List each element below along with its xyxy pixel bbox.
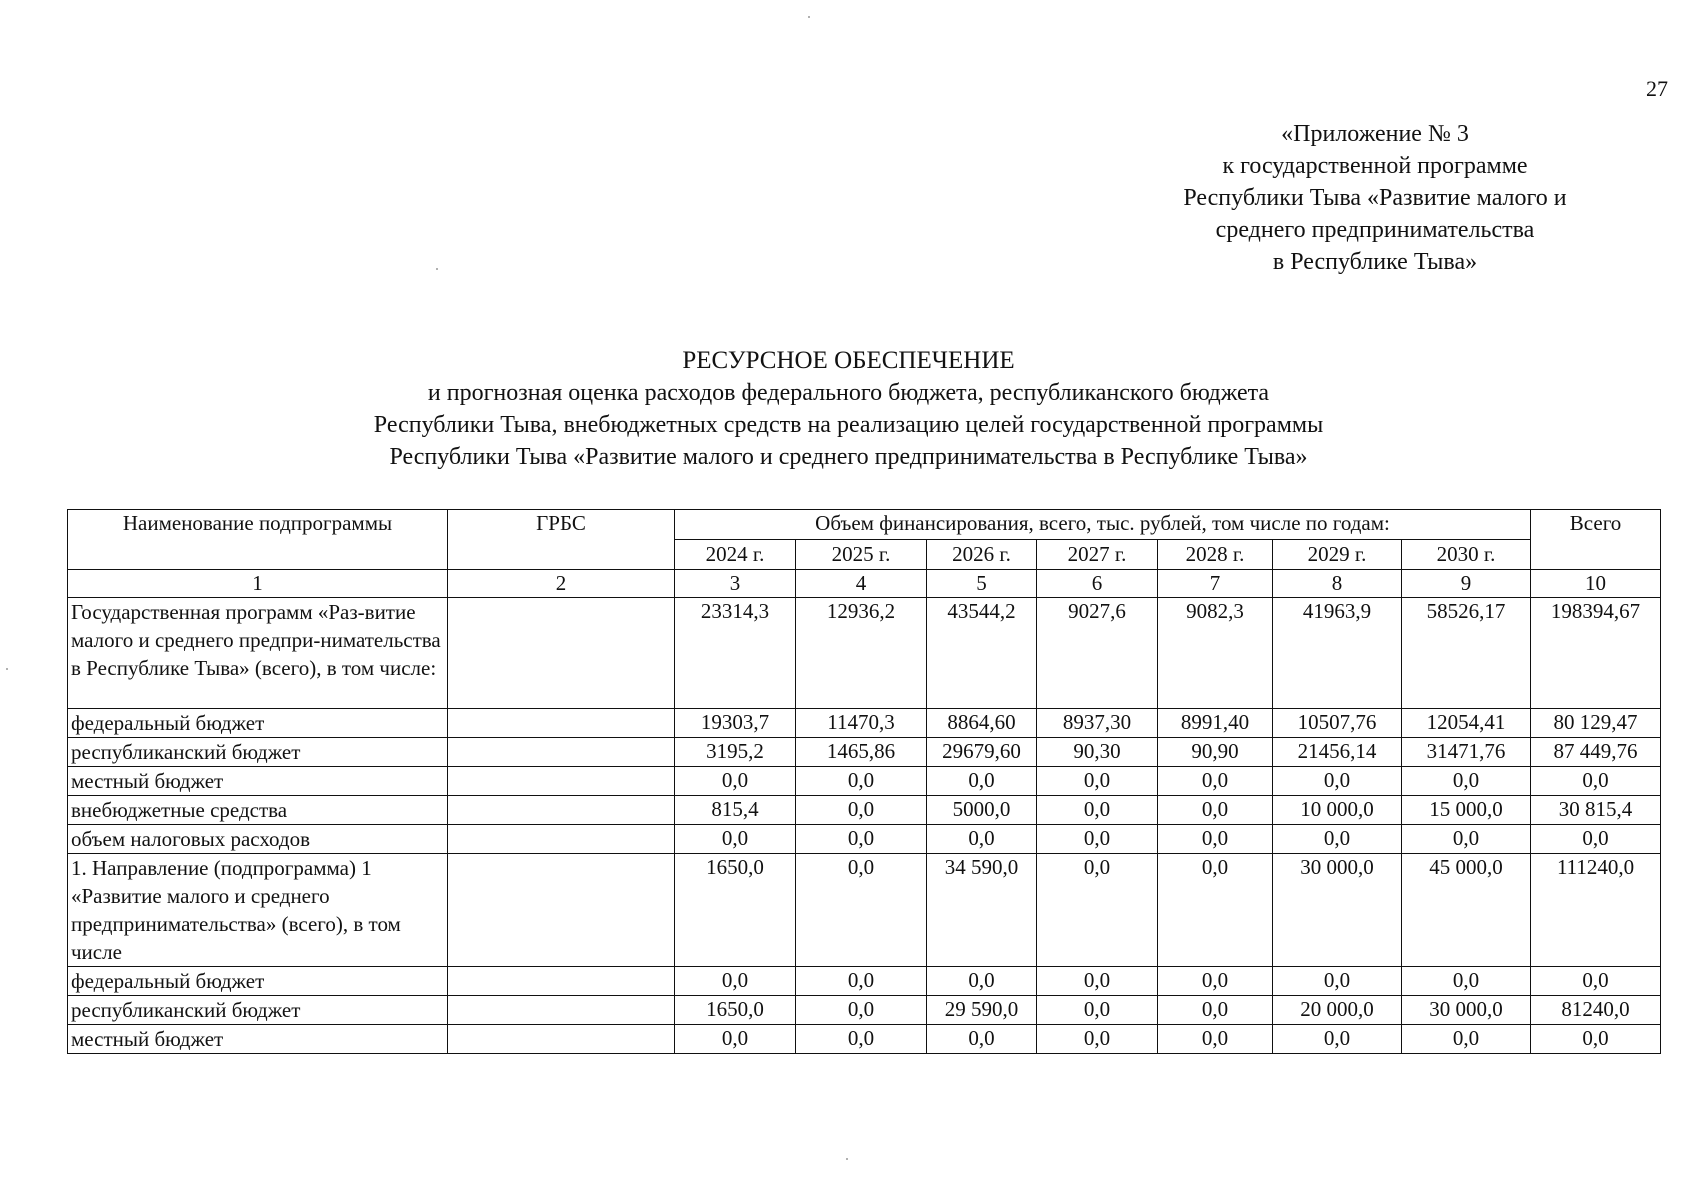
row-grbs (448, 738, 675, 767)
cell-value: 0,0 (1037, 967, 1158, 996)
cell-value: 34 590,0 (927, 854, 1037, 967)
table-row (68, 709, 1661, 738)
cell-value: 23314,3 (675, 598, 796, 709)
row-name: федеральный бюджет (68, 709, 448, 738)
cell-value: 9027,6 (1037, 598, 1158, 709)
column-index: 7 (1158, 570, 1273, 598)
column-index: 9 (1402, 570, 1531, 598)
cell-value: 815,4 (675, 796, 796, 825)
cell-total: 87 449,76 (1531, 738, 1661, 767)
cell-value: 0,0 (675, 1025, 796, 1054)
table-row (68, 598, 1661, 709)
row-name: внебюджетные средства (68, 796, 448, 825)
cell-value: 0,0 (1037, 854, 1158, 967)
appendix-line: в Республике Тыва» (1272, 249, 1478, 275)
cell-value: 0,0 (1037, 796, 1158, 825)
cell-value: 0,0 (796, 796, 927, 825)
cell-value: 8937,30 (1037, 709, 1158, 738)
row-name: 1. Направление (подпрограмма) 1 «Развитие малого и среднего предпринимательства» (всего), в том числе (68, 854, 448, 967)
cell-value: 0,0 (1158, 796, 1273, 825)
table-header-row (68, 510, 1661, 540)
header-year: 2030 г. (1402, 540, 1531, 570)
cell-value: 0,0 (1402, 767, 1531, 796)
cell-value: 0,0 (796, 767, 927, 796)
header-total: Всего (1531, 510, 1661, 570)
scan-speck (6, 668, 8, 670)
column-index: 10 (1531, 570, 1661, 598)
cell-total: 80 129,47 (1531, 709, 1661, 738)
cell-value: 0,0 (796, 996, 927, 1025)
cell-value: 0,0 (1158, 767, 1273, 796)
cell-value: 0,0 (1158, 825, 1273, 854)
cell-value: 0,0 (927, 767, 1037, 796)
cell-value: 0,0 (1273, 967, 1402, 996)
row-grbs (448, 854, 675, 967)
cell-total: 81240,0 (1531, 996, 1661, 1025)
appendix-line: «Приложение № 3 (1281, 121, 1469, 147)
cell-value: 1465,86 (796, 738, 927, 767)
cell-value: 12936,2 (796, 598, 927, 709)
cell-value: 0,0 (1037, 825, 1158, 854)
title-line: Республики Тыва, внебюджетных средств на реализацию целей государственной программы (373, 412, 1324, 438)
header-year: 2027 г. (1037, 540, 1158, 570)
cell-value: 43544,2 (927, 598, 1037, 709)
cell-total: 0,0 (1531, 825, 1661, 854)
column-index: 8 (1273, 570, 1402, 598)
row-name: местный бюджет (68, 1025, 448, 1054)
column-index: 3 (675, 570, 796, 598)
table-row (68, 767, 1661, 796)
cell-value: 0,0 (927, 1025, 1037, 1054)
cell-value: 0,0 (1158, 996, 1273, 1025)
row-grbs (448, 796, 675, 825)
cell-total: 0,0 (1531, 967, 1661, 996)
cell-value: 90,90 (1158, 738, 1273, 767)
row-grbs (448, 996, 675, 1025)
cell-value: 0,0 (1402, 1025, 1531, 1054)
column-index: 6 (1037, 570, 1158, 598)
cell-value: 0,0 (675, 967, 796, 996)
cell-value: 0,0 (1402, 967, 1531, 996)
document-title (0, 345, 1697, 473)
cell-total: 30 815,4 (1531, 796, 1661, 825)
cell-value: 0,0 (1273, 825, 1402, 854)
cell-value: 12054,41 (1402, 709, 1531, 738)
header-year: 2029 г. (1273, 540, 1402, 570)
title-main: РЕСУРСНОЕ ОБЕСПЕЧЕНИЕ (682, 347, 1015, 374)
header-volume: Объем финансирования, всего, тыс. рублей, том числе по годам: (675, 510, 1531, 540)
scan-speck (808, 16, 810, 18)
cell-value: 0,0 (1273, 767, 1402, 796)
cell-total: 111240,0 (1531, 854, 1661, 967)
cell-total: 198394,67 (1531, 598, 1661, 709)
appendix-line: Республики Тыва «Развитие малого и (1183, 185, 1567, 211)
cell-value: 0,0 (796, 854, 927, 967)
row-grbs (448, 709, 675, 738)
cell-value: 0,0 (927, 967, 1037, 996)
column-index: 1 (68, 570, 448, 598)
appendix-line: среднего предпринимательства (1215, 217, 1535, 243)
cell-value: 29679,60 (927, 738, 1037, 767)
cell-value: 0,0 (796, 967, 927, 996)
cell-value: 58526,17 (1402, 598, 1531, 709)
cell-value: 0,0 (675, 825, 796, 854)
cell-value: 10 000,0 (1273, 796, 1402, 825)
cell-value: 30 000,0 (1402, 996, 1531, 1025)
table-row (68, 1025, 1661, 1054)
scan-speck (846, 1158, 848, 1160)
cell-value: 1650,0 (675, 854, 796, 967)
row-grbs (448, 767, 675, 796)
row-name: федеральный бюджет (68, 967, 448, 996)
finance-table (67, 509, 1661, 1054)
cell-value: 1650,0 (675, 996, 796, 1025)
column-index-row (68, 570, 1661, 598)
cell-value: 11470,3 (796, 709, 927, 738)
column-index: 4 (796, 570, 927, 598)
cell-total: 0,0 (1531, 1025, 1661, 1054)
table-row (68, 996, 1661, 1025)
column-index: 2 (448, 570, 675, 598)
cell-value: 0,0 (796, 825, 927, 854)
cell-value: 0,0 (796, 1025, 927, 1054)
cell-value: 8991,40 (1158, 709, 1273, 738)
cell-value: 8864,60 (927, 709, 1037, 738)
cell-value: 21456,14 (1273, 738, 1402, 767)
table-row (68, 967, 1661, 996)
cell-value: 19303,7 (675, 709, 796, 738)
cell-value: 29 590,0 (927, 996, 1037, 1025)
cell-value: 0,0 (1158, 854, 1273, 967)
title-line: и прогнозная оценка расходов федерального бюджета, республиканского бюджета (427, 380, 1270, 406)
title-line: Республики Тыва «Развитие малого и среднего предпринимательства в Республике Тыва» (389, 444, 1308, 470)
appendix-line: к государственной программе (1222, 153, 1528, 179)
header-name: Наименование подпрограммы (68, 510, 448, 570)
cell-value: 0,0 (1158, 1025, 1273, 1054)
cell-value: 31471,76 (1402, 738, 1531, 767)
cell-value: 0,0 (1158, 967, 1273, 996)
cell-value: 15 000,0 (1402, 796, 1531, 825)
table-row (68, 854, 1661, 967)
appendix-heading (1140, 118, 1610, 278)
cell-total: 0,0 (1531, 767, 1661, 796)
cell-value: 30 000,0 (1273, 854, 1402, 967)
column-index: 5 (927, 570, 1037, 598)
row-name: местный бюджет (68, 767, 448, 796)
table-row (68, 825, 1661, 854)
header-grbs: ГРБС (448, 510, 675, 570)
cell-value: 0,0 (1037, 1025, 1158, 1054)
cell-value: 20 000,0 (1273, 996, 1402, 1025)
cell-value: 0,0 (675, 767, 796, 796)
row-grbs (448, 598, 675, 709)
cell-value: 0,0 (1037, 767, 1158, 796)
cell-value: 3195,2 (675, 738, 796, 767)
cell-value: 90,30 (1037, 738, 1158, 767)
row-name: Государственная программ «Раз-витие малого и среднего предпри-нимательства в Республике Тыва» (всего), в том числе: (68, 598, 448, 709)
cell-value: 10507,76 (1273, 709, 1402, 738)
table-row (68, 738, 1661, 767)
scan-speck (436, 268, 438, 270)
cell-value: 0,0 (1402, 825, 1531, 854)
header-year: 2024 г. (675, 540, 796, 570)
table-row (68, 796, 1661, 825)
header-year: 2028 г. (1158, 540, 1273, 570)
cell-value: 45 000,0 (1402, 854, 1531, 967)
cell-value: 0,0 (927, 825, 1037, 854)
page-number: 27 (1646, 76, 1668, 101)
row-grbs (448, 1025, 675, 1054)
row-name: объем налоговых расходов (68, 825, 448, 854)
header-year: 2026 г. (927, 540, 1037, 570)
cell-value: 0,0 (1273, 1025, 1402, 1054)
header-year: 2025 г. (796, 540, 927, 570)
cell-value: 9082,3 (1158, 598, 1273, 709)
row-grbs (448, 825, 675, 854)
cell-value: 0,0 (1037, 996, 1158, 1025)
cell-value: 5000,0 (927, 796, 1037, 825)
row-name: республиканский бюджет (68, 996, 448, 1025)
row-grbs (448, 967, 675, 996)
row-name: республиканский бюджет (68, 738, 448, 767)
cell-value: 41963,9 (1273, 598, 1402, 709)
